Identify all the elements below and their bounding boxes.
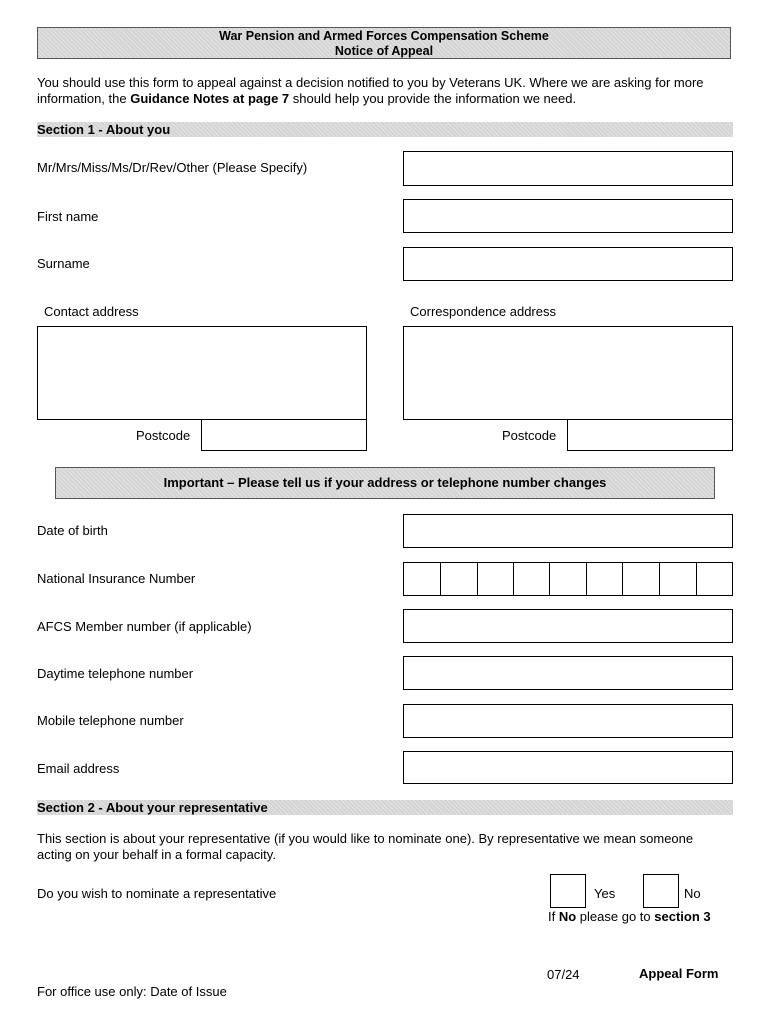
mobile-phone-field[interactable] (403, 704, 733, 738)
correspondence-address-field[interactable] (403, 326, 733, 420)
surname-label: Surname (37, 256, 90, 271)
ni-label: National Insurance Number (37, 571, 196, 586)
first-name-field[interactable] (403, 199, 733, 233)
correspondence-address-label: Correspondence address (410, 304, 556, 319)
contact-address-label: Contact address (44, 304, 139, 319)
ni-cell-divider (549, 563, 550, 595)
yes-label: Yes (594, 886, 616, 901)
ni-cell-divider (622, 563, 623, 595)
daytime-phone-label: Daytime telephone number (37, 666, 194, 681)
section-2-heading: Section 2 - About your representative (37, 800, 733, 815)
contact-postcode-field[interactable] (201, 419, 367, 451)
no-checkbox[interactable] (643, 874, 679, 908)
dob-field[interactable] (403, 514, 733, 548)
surname-field[interactable] (403, 247, 733, 281)
afcs-label: AFCS Member number (if applicable) (37, 619, 252, 634)
form-title-box (37, 27, 731, 59)
first-name-label: First name (37, 209, 99, 224)
email-label: Email address (37, 761, 120, 776)
office-use-label: For office use only: Date of Issue (37, 984, 227, 999)
intro-text (37, 75, 737, 107)
form-subtitle: Notice of Appeal (334, 44, 434, 58)
nominate-question: Do you wish to nominate a representative (37, 886, 277, 901)
correspondence-postcode-field[interactable] (567, 419, 733, 451)
form-name: Appeal Form (639, 966, 719, 981)
yes-checkbox[interactable] (550, 874, 586, 908)
ni-cell-divider (696, 563, 697, 595)
ni-cell-divider (513, 563, 514, 595)
skip-note-no: No (558, 909, 577, 924)
section-2-description: This section is about your representative (if you would like to nominate one). By representative we mean someone acting on your behalf in a formal capacity. (37, 831, 694, 862)
skip-note-part: please go to (576, 909, 655, 924)
no-label: No (684, 886, 701, 901)
contact-postcode-label: Postcode (136, 428, 191, 443)
section-1-heading: Section 1 - About you (37, 122, 733, 137)
daytime-phone-field[interactable] (403, 656, 733, 690)
mobile-phone-label: Mobile telephone number (37, 713, 184, 728)
guidance-notes-reference: Guidance Notes at page 7 (130, 91, 290, 106)
intro-text-part: should help you provide the information we need. (289, 91, 577, 106)
ni-cell-divider (477, 563, 478, 595)
form-version: 07/24 (547, 967, 580, 982)
skip-note-part: If (548, 909, 559, 924)
skip-note (548, 909, 711, 925)
dob-label: Date of birth (37, 523, 108, 538)
email-field[interactable] (403, 751, 733, 784)
title-field[interactable] (403, 151, 733, 186)
ni-cell-divider (440, 563, 441, 595)
form-title: War Pension and Armed Forces Compensation Scheme (219, 29, 549, 43)
correspondence-postcode-label: Postcode (502, 428, 557, 443)
intro-text-part: You should use this form to appeal against a decision notified to you by Veterans UK. Where we are asking for more information, the (37, 75, 704, 106)
afcs-number-field[interactable] (403, 609, 733, 643)
ni-cell-divider (659, 563, 660, 595)
contact-address-field[interactable] (37, 326, 367, 420)
ni-cell-divider (586, 563, 587, 595)
ni-number-field[interactable] (403, 562, 733, 596)
important-notice: Important – Please tell us if your address or telephone number changes (55, 467, 715, 499)
title-label: Mr/Mrs/Miss/Ms/Dr/Rev/Other (Please Specify) (37, 160, 308, 175)
skip-note-section: section 3 (654, 909, 711, 924)
